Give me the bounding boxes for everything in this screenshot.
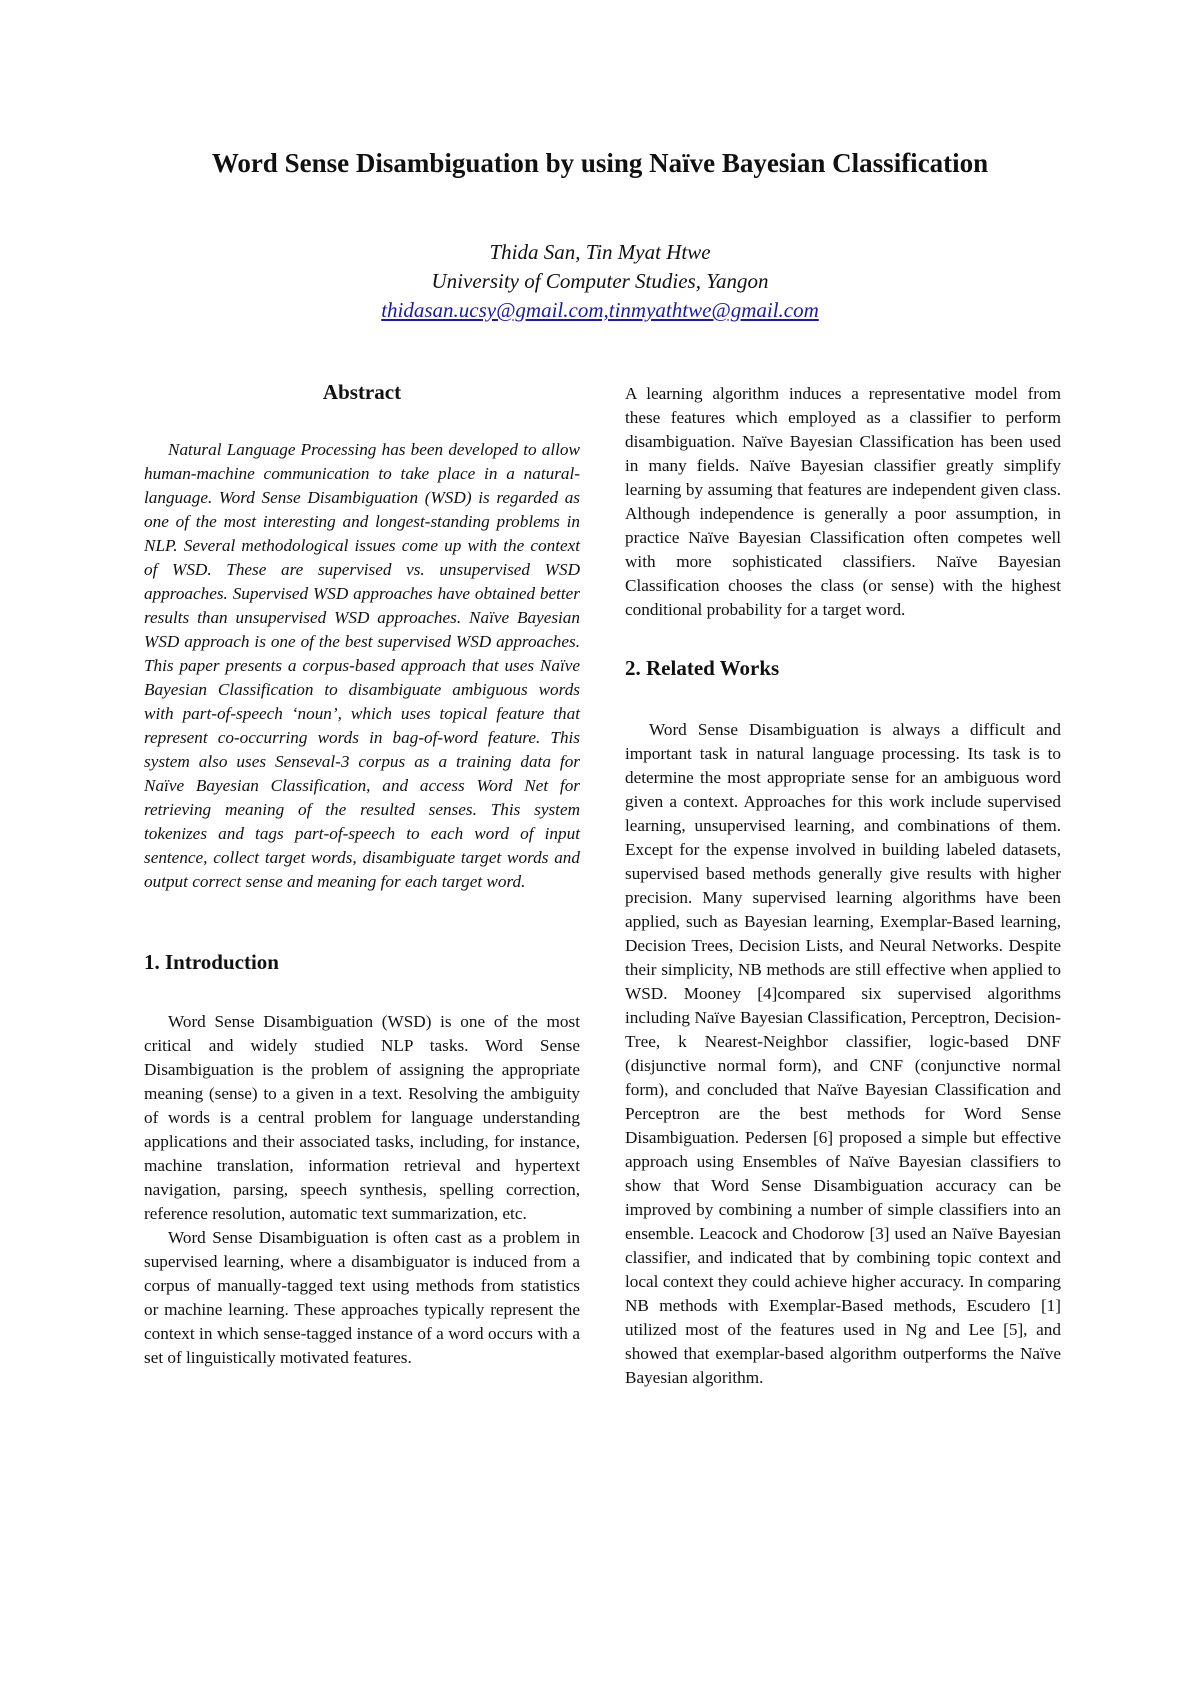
author-email-link[interactable]: thidasan.ucsy@gmail.com,tinmyathtwe@gmail.com — [381, 298, 819, 322]
related-works-heading: 2. Related Works — [625, 656, 780, 680]
introduction-paragraph-1: Word Sense Disambiguation (WSD) is one of the most critical and widely studied NLP tasks. Word Sense Disambiguation is the problem of assigning the appropriate meaning (sense) to a given in a text. Resolving the ambiguity of words is a central problem for language understanding applications and their associated tasks, including, for instance, machine translation, information retrieval and hypertext navigation, parsing, speech synthesis, spelling correction, reference resolution, automatic text summarization, etc. — [144, 1012, 580, 1223]
related-works-paragraph: Word Sense Disambiguation is always a difficult and important task in natural language processing. Its task is to determine the most appropriate sense for an ambiguous word given a context. Approaches for this work include supervised learning, unsupervised learning, and combinations of them. Except for the expense involved in building labeled datasets, supervised based methods generally give results with higher precision. Many supervised learning algorithms have been applied, such as Bayesian learning, Exemplar-Based learning, Decision Trees, Decision Lists, and Neural Networks. Despite their simplicity, NB methods are still effective when applied to WSD. Mooney [4]compared six supervised algorithms including Naïve Bayesian Classification, Perceptron, Decision-Tree, k Nearest-Neighbor classifier, logic-based DNF (disjunctive normal form), and CNF (conjunctive normal form), and concluded that Naïve Bayesian Classification and Perceptron are the best methods for Word Sense Disambiguation. Pedersen [6] proposed a simple but effective approach using Ensembles of Naïve Bayesian classifiers to show that Word Sense Disambiguation accuracy can be improved by combining a number of simple classifiers into an ensemble. Leacock and Chodorow [3] used an Naïve Bayesian classifier, and indicated that by combining topic context and local context they could achieve higher accuracy. In comparing NB methods with Exemplar-Based methods, Escudero [1] utilized most of the features used in Ng and Lee [5], and showed that exemplar-based algorithm outperforms the Naïve Bayesian algorithm. — [625, 720, 1061, 1387]
abstract-text: Natural Language Processing has been developed to allow human-machine communication to take place in a natural-language. Word Sense Disambiguation (WSD) is regarded as one of the most interesting and longest-standing problems in NLP. Several methodological issues come up with the context of WSD. These are supervised vs. unsupervised WSD approaches. Supervised WSD approaches have obtained better results than unsupervised WSD approaches. Naïve Bayesian WSD approach is one of the best supervised WSD approaches. This paper presents a corpus-based approach that uses Naïve Bayesian Classification to disambiguate ambiguous words with part-of-speech ‘noun’, which uses topical feature that represent co-occurring words in bag-of-word feature. This system also uses Senseval-3 corpus as a training data for Naïve Bayesian Classification, and access Word Net for retrieving meaning of the resulted senses. This system tokenizes and tags part-of-speech to each word of input sentence, collect target words, disambiguate target words and output correct sense and meaning for each target word. — [144, 440, 580, 891]
introduction-heading: 1. Introduction — [144, 950, 279, 974]
introduction-paragraph-2: Word Sense Disambiguation is often cast as a problem in supervised learning, where a disambiguator is induced from a corpus of manually-tagged text using methods from statistics or machine learning. These approaches typically represent the context in which sense-tagged instance of a word occurs with a set of linguistically motivated features. — [144, 1228, 580, 1367]
author-block — [0, 238, 1200, 325]
paper-title: Word Sense Disambiguation by using Naïve Bayesian Classification — [211, 148, 989, 178]
right-column — [625, 382, 1061, 1390]
author-affiliation: University of Computer Studies, Yangon — [431, 269, 769, 293]
abstract-heading: Abstract — [322, 380, 402, 404]
author-names: Thida San, Tin Myat Htwe — [489, 240, 711, 264]
left-column — [144, 378, 580, 1370]
introduction-continuation: A learning algorithm induces a representative model from these features which employed as a classifier to perform disambiguation. Naïve Bayesian Classification has been used in many fields. Naïve Bayesian classifier greatly simplify learning by assuming that features are independent given class. Although independence is generally a poor assumption, in practice Naïve Bayesian Classification often competes well with more sophisticated classifiers. Naïve Bayesian Classification chooses the class (or sense) with the highest conditional probability for a target word. — [625, 384, 1061, 619]
